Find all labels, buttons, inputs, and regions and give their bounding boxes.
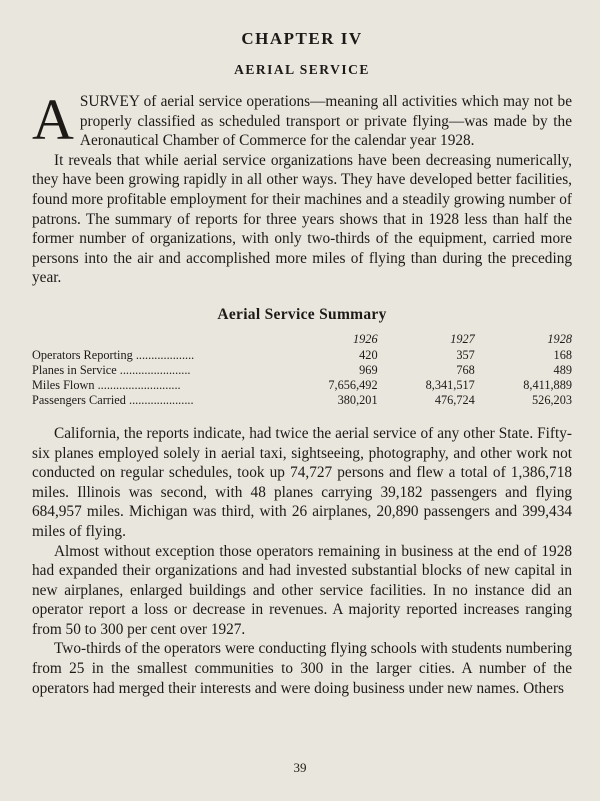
row-label: Passengers Carried <box>32 392 126 407</box>
table-cell: 526,203 <box>532 392 572 407</box>
table-cell: 969 <box>359 362 378 377</box>
dot-leader: ................... <box>132 347 195 362</box>
row-label: Planes in Service <box>32 362 117 377</box>
body-paragraph: Two-thirds of the operators were conducting flying schools with students numbering from 25 in the smallest communities to 300 in the larger cities. A number of the operators had merged their interests and were doing business under new names. Others <box>32 640 572 697</box>
year-header: 1928 <box>547 331 572 346</box>
table-cell: 7,656,492 <box>328 377 378 392</box>
body-paragraph: Almost without exception those operators remaining in business at the end of 1928 had expanded their organizations and had invested substantial blocks of new capital in new airplanes, enlarged buildings and other service facilities. In no instance did an operator report a loss or decrease in revenues. A majority reported increases ranging from 50 to 300 per cent over 1927. <box>32 542 572 638</box>
row-label: Miles Flown <box>32 377 95 392</box>
table-row <box>32 363 572 378</box>
intro-paragraph <box>32 87 572 152</box>
table-title: Aerial Service Summary <box>217 305 387 323</box>
year-header: 1926 <box>353 331 378 346</box>
table-cell: 168 <box>553 347 572 362</box>
intro-paragraph-text: SURVEY of aerial service operations—meaning all activities which may not be properly classified as scheduled transport or private flying—was made by the Aeronautical Chamber of Commerce for the calendar year 1928. <box>79 93 572 150</box>
section-title: AERIAL SERVICE <box>234 62 370 77</box>
table-row <box>32 348 572 363</box>
table-header-row <box>32 332 572 348</box>
table-cell: 768 <box>456 362 475 377</box>
table-row <box>32 393 572 408</box>
dot-leader: ....................... <box>116 362 191 377</box>
table-cell: 476,724 <box>434 392 475 407</box>
summary-table <box>32 332 572 408</box>
drop-cap: A <box>32 87 74 152</box>
chapter-heading: CHAPTER IV <box>241 29 363 48</box>
table-cell: 357 <box>456 347 475 362</box>
body-paragraph: California, the reports indicate, had twice the aerial service of any other State. Fifty-six planes employed solely in aerial taxi, sightseeing, photography, and other work not conducted on regular schedules, took up 74,727 persons and flew a total of 1,386,718 miles. Illinois was second, with 48 planes carrying 39,182 passengers and flying 684,957 miles. Michigan was third, with 26 airplanes, 20,890 passengers and 399,434 miles of flying. <box>32 424 572 540</box>
table-cell: 8,341,517 <box>425 377 475 392</box>
row-label: Operators Reporting <box>32 347 133 362</box>
year-header: 1927 <box>450 331 475 346</box>
dot-leader: ..................... <box>125 392 194 407</box>
table-cell: 420 <box>359 347 378 362</box>
table-cell: 380,201 <box>337 392 378 407</box>
table-cell: 8,411,889 <box>523 377 572 392</box>
table-row <box>32 378 572 393</box>
page-number: 39 <box>293 760 307 775</box>
body-paragraph: It reveals that while aerial service organizations have been decreasing numerically, they have been growing rapidly in all other ways. They have developed better facilities, found more profitable employment for their machines and a steadily growing number of patrons. The summary of reports for three years shows that in 1928 less than half the former number of organizations, with only two-thirds of the equipment, carried more persons into the air and accomplished more miles of flying than during the preceding year. <box>32 151 572 287</box>
table-cell: 489 <box>553 362 572 377</box>
dot-leader: ........................... <box>94 377 181 392</box>
